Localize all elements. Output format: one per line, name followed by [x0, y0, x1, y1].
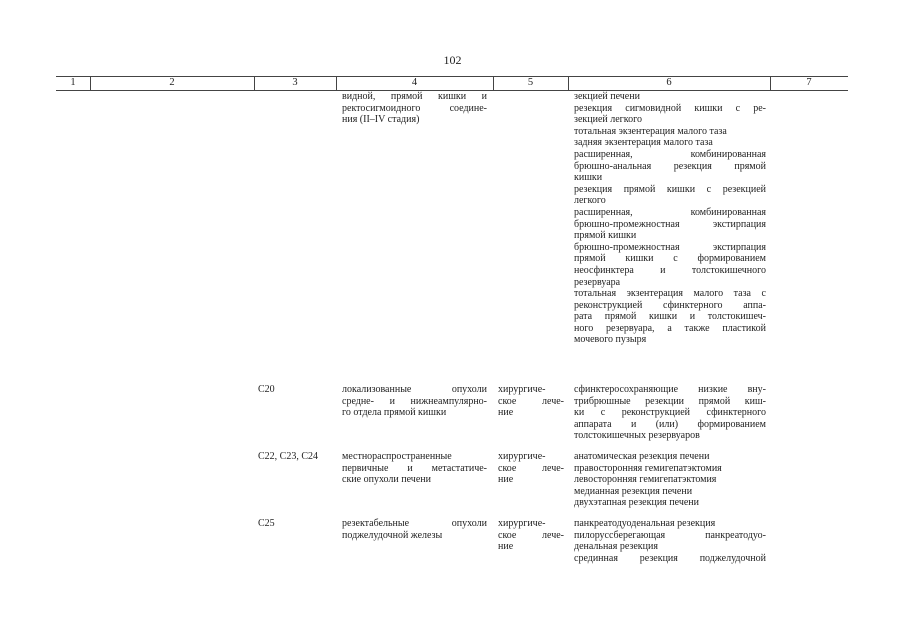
- procedures-cell: [574, 451, 766, 509]
- text-line: тотальная экзентерация малого таза с: [574, 288, 766, 300]
- text-line: реконструкцией сфинктерного аппа-: [574, 299, 766, 311]
- text-line: ские опухоли печени: [342, 474, 431, 486]
- text-line: ское лече-: [498, 462, 564, 474]
- diagnosis-cell: [342, 518, 487, 541]
- column-number-7: 7: [806, 77, 812, 88]
- text-line: денальная резекция: [574, 541, 658, 553]
- column-number-5: 5: [527, 77, 534, 88]
- text-line: тотальная экзентерация малого таза: [574, 125, 727, 137]
- text-line: рата прямой кишки и толстокишеч-: [574, 311, 766, 323]
- text-line: задняя экзентерация малого таза: [574, 137, 713, 149]
- text-line: срединная резекция поджелудочной: [574, 552, 766, 564]
- text-line: резервуара: [574, 276, 621, 288]
- text-line: хирургиче-: [498, 451, 546, 462]
- text-line: го отдела прямой кишки: [342, 407, 447, 419]
- text-line: ния (II–IV стадия): [342, 114, 420, 126]
- diagnosis-cell: [342, 384, 487, 419]
- text-line: левосторонняя гемигепатэктомия: [574, 474, 717, 486]
- text-line: ректосигмоидного соедине-: [342, 102, 487, 114]
- icd-code: C20: [258, 384, 275, 395]
- diagnosis-cell: [342, 451, 487, 486]
- column-number-3: 3: [292, 77, 298, 88]
- text-line: брюшно-промежностная экстирпация: [574, 218, 766, 230]
- text-line: ного резервуара, а также пластикой: [574, 322, 766, 334]
- text-line: аппарата и (или) формированием: [574, 418, 766, 430]
- text-line: легкого: [574, 195, 606, 207]
- text-line: ние: [498, 541, 514, 553]
- text-line: прямой кишки: [574, 230, 637, 242]
- text-line: ское лече-: [498, 529, 564, 541]
- text-line: видной, прямой кишки и: [342, 91, 487, 102]
- text-line: неосфинктера и толстокишечного: [574, 264, 766, 276]
- text-line: местнораспространенные: [342, 451, 452, 462]
- text-line: зекцией печени: [574, 91, 640, 102]
- icd-code: C22, C23, C24: [258, 451, 319, 462]
- text-line: кишки: [574, 172, 603, 184]
- text-line: резектабельные опухоли: [342, 518, 487, 529]
- text-line: расширенная, комбинированная: [574, 206, 766, 218]
- text-line: ское лече-: [498, 395, 564, 407]
- text-line: правосторонняя гемигепатэктомия: [574, 462, 722, 474]
- column-number-2: 2: [169, 77, 175, 88]
- text-line: расширенная, комбинированная: [574, 148, 766, 160]
- treatment-type-cell: [498, 518, 564, 553]
- text-line: поджелудочной железы: [342, 529, 443, 541]
- column-number-1: 1: [70, 77, 76, 88]
- text-line: средне- и нижнеампулярно-: [342, 395, 487, 407]
- text-line: резекция прямой кишки с резекцией: [574, 183, 766, 195]
- text-line: ки с реконструкцией сфинктерного: [574, 407, 766, 419]
- column-number-4: 4: [411, 77, 418, 88]
- text-line: панкреатодуоденальная резекция: [574, 518, 716, 529]
- text-line: ние: [498, 474, 514, 486]
- text-line: резекция сигмовидной кишки с ре-: [574, 102, 766, 114]
- procedures-cell: [574, 518, 766, 564]
- text-line: анатомическая резекция печени: [574, 451, 710, 462]
- page-number: 102: [443, 53, 462, 67]
- treatment-type-cell: [498, 384, 564, 419]
- text-line: брюшно-анальная резекция прямой: [574, 160, 766, 172]
- text-line: пилоруссберегающая панкреатодуо-: [574, 529, 766, 541]
- continuation-procedures-cell: [574, 91, 766, 346]
- text-line: хирургиче-: [498, 518, 546, 529]
- text-line: медианная резекция печени: [574, 485, 693, 497]
- procedures-cell: [574, 384, 766, 442]
- column-number-6: 6: [666, 77, 672, 88]
- text-line: толстокишечных резервуаров: [574, 430, 700, 442]
- text-line: брюшно-промежностная экстирпация: [574, 241, 766, 253]
- text-line: трибрюшные резекции прямой киш-: [574, 395, 766, 407]
- text-line: мочевого пузыря: [574, 334, 647, 346]
- text-line: хирургиче-: [498, 384, 546, 395]
- text-line: первичные и метастатиче-: [342, 462, 487, 474]
- icd-code: C25: [258, 518, 275, 529]
- text-line: зекцией легкого: [574, 114, 642, 126]
- text-line: прямой кишки с формированием: [574, 253, 766, 265]
- treatment-type-cell: [498, 451, 564, 486]
- continuation-diagnosis-cell: [342, 91, 487, 126]
- text-line: ние: [498, 407, 514, 419]
- text-line: локализованные опухоли: [342, 384, 487, 395]
- text-line: двухэтапная резекция печени: [574, 497, 699, 509]
- text-line: сфинктеросохраняющие низкие вну-: [574, 384, 766, 395]
